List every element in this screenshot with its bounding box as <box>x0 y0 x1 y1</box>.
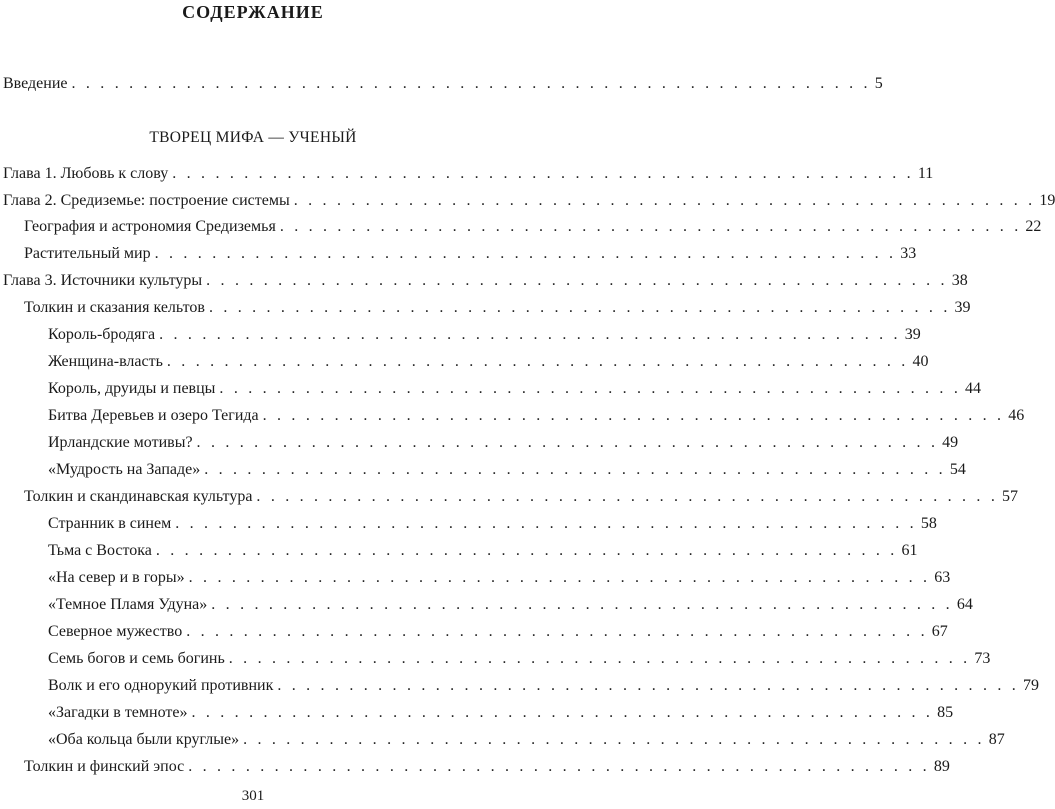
toc-entry-page: 22 <box>1025 218 1042 235</box>
toc-entry-page: 61 <box>901 542 918 559</box>
toc-entry <box>48 621 948 643</box>
toc-entry-page: 67 <box>931 623 948 640</box>
toc-entry-page: 73 <box>974 650 991 667</box>
toc-entry <box>48 432 959 454</box>
toc-entry <box>48 351 929 373</box>
toc-leader-dots: . . . . . . . . . . . . . . . . . . . . . . . . . . . . . . . . . . . . . . . . . . . . . . . . . . . . <box>277 677 1019 694</box>
toc-entry-title: «Загадки в темноте» <box>48 704 188 721</box>
toc-entry <box>48 729 1005 751</box>
toc-entry <box>24 297 971 319</box>
toc-entry-title: Введение <box>3 75 68 92</box>
section-heading: ТВОРЕЦ МИФА — УЧЕНЫЙ <box>149 129 357 146</box>
toc-entry-page: 79 <box>1022 677 1039 694</box>
toc-entry <box>48 648 991 670</box>
toc-entry-page: 63 <box>934 569 951 586</box>
toc-leader-dots: . . . . . . . . . . . . . . . . . . . . . . . . . . . . . . . . . . . . . . . . . . . . . . . . . . . . <box>172 165 914 182</box>
toc-entry-title: Глава 3. Источники культуры <box>3 272 203 289</box>
toc-entry-page: 85 <box>937 704 954 721</box>
toc-entry <box>24 216 1042 238</box>
toc-leader-dots: . . . . . . . . . . . . . . . . . . . . . . . . . . . . . . . . . . . . . . . . . . . . . . . . . . . . <box>206 272 948 289</box>
toc-entry-title: Толкин и сказания кельтов <box>24 299 205 316</box>
toc-entry-title: Толкин и финский эпос <box>24 758 185 775</box>
toc-entry <box>48 675 1039 697</box>
toc-entry-title: Толкин и скандинавская культура <box>24 488 253 505</box>
toc-entry-page: 46 <box>1008 407 1025 424</box>
toc-entry-title: Волк и его однорукий противник <box>48 677 274 694</box>
toc-leader-dots: . . . . . . . . . . . . . . . . . . . . . . . . . . . . . . . . . . . . . . . . . . . . . . . . . . . . . . . . <box>71 75 871 92</box>
toc-entry-page: 64 <box>956 596 973 613</box>
toc-entry-title: Битва Деревьев и озеро Тегида <box>48 407 259 424</box>
toc-entry <box>48 378 982 400</box>
toc-leader-dots: . . . . . . . . . . . . . . . . . . . . . . . . . . . . . . . . . . . . . . . . . . . . . . . . . . . . <box>155 542 898 559</box>
toc-entry-title: «Оба кольца были круглые» <box>48 731 240 748</box>
toc-entry-title: Семь богов и семь богинь <box>48 650 225 667</box>
toc-entry-title: «На север и в горы» <box>48 569 185 586</box>
toc-entry-page: 11 <box>917 165 934 182</box>
toc-entry-title: Король, друиды и певцы <box>48 380 216 397</box>
toc-entry <box>48 324 921 346</box>
page-title: СОДЕРЖАНИЕ <box>182 2 324 22</box>
toc-entry-title: Глава 2. Средиземье: построение системы <box>3 192 290 209</box>
toc-entry <box>3 270 968 292</box>
toc-leader-dots: . . . . . . . . . . . . . . . . . . . . . . . . . . . . . . . . . . . . . . . . . . . . . . . . . . . . <box>262 407 1005 424</box>
toc-entry-page: 38 <box>951 272 968 289</box>
toc-entry-page: 33 <box>900 245 917 262</box>
toc-leader-dots: . . . . . . . . . . . . . . . . . . . . . . . . . . . . . . . . . . . . . . . . . . . . . . . . . . . . <box>166 353 909 370</box>
toc-entry <box>48 459 966 481</box>
toc-entry <box>3 163 934 185</box>
toc-entry-page: 39 <box>954 299 971 316</box>
toc-entry-title: «Мудрость на Западе» <box>48 461 201 478</box>
toc-leader-dots: . . . . . . . . . . . . . . . . . . . . . . . . . . . . . . . . . . . . . . . . . . . . . . . . . . . . <box>188 569 931 586</box>
toc-leader-dots: . . . . . . . . . . . . . . . . . . . . . . . . . . . . . . . . . . . . . . . . . . . . . . . . . . . . <box>256 488 999 505</box>
toc-entry-page: 39 <box>904 326 921 343</box>
toc-entry-title: Северное мужество <box>48 623 183 640</box>
toc-entry-page: 89 <box>933 758 950 775</box>
toc-entry <box>48 513 937 535</box>
toc-leader-dots: . . . . . . . . . . . . . . . . . . . . . . . . . . . . . . . . . . . . . . . . . . . . . . . . . . . . <box>211 596 953 613</box>
toc-entry <box>48 567 951 589</box>
toc-entry <box>48 702 954 724</box>
toc-entry-title: Король-бродяга <box>48 326 156 343</box>
toc-entry-page: 87 <box>988 731 1005 748</box>
toc-leader-dots: . . . . . . . . . . . . . . . . . . . . . . . . . . . . . . . . . . . . . . . . . . . . . . . . . . . . <box>159 326 901 343</box>
toc-leader-dots: . . . . . . . . . . . . . . . . . . . . . . . . . . . . . . . . . . . . . . . . . . . . . . . . . . . . <box>243 731 985 748</box>
toc-entry-page: 54 <box>949 461 966 478</box>
toc-leader-dots: . . . . . . . . . . . . . . . . . . . . . . . . . . . . . . . . . . . . . . . . . . . . . . . . . . . . <box>191 704 934 721</box>
toc-leader-dots: . . . . . . . . . . . . . . . . . . . . . . . . . . . . . . . . . . . . . . . . . . . . . . . . . . . . <box>228 650 971 667</box>
toc-entry-page: 40 <box>912 353 929 370</box>
toc-leader-dots: . . . . . . . . . . . . . . . . . . . . . . . . . . . . . . . . . . . . . . . . . . . . . . . . . . . . <box>188 758 930 775</box>
toc-entry <box>48 594 973 616</box>
toc-entry-title: Странник в синем <box>48 515 172 532</box>
toc-entry-page: 44 <box>965 380 982 397</box>
toc-leader-dots: . . . . . . . . . . . . . . . . . . . . . . . . . . . . . . . . . . . . . . . . . . . . . . . . . . . . <box>208 299 951 316</box>
toc-entry-title: Тьма с Востока <box>48 542 152 559</box>
toc-entry-title: Женщина-власть <box>48 353 163 370</box>
toc-entry-page: 57 <box>1002 488 1019 505</box>
toc-entry-page: 19 <box>1039 192 1055 209</box>
toc-entry-title: Глава 1. Любовь к слову <box>3 165 169 182</box>
toc-leader-dots: . . . . . . . . . . . . . . . . . . . . . . . . . . . . . . . . . . . . . . . . . . . . . . . . . . . . <box>196 434 939 451</box>
toc-entry <box>48 405 1025 427</box>
toc-entry-title: «Темное Пламя Удуна» <box>48 596 208 613</box>
toc-entry-page: 5 <box>874 75 883 92</box>
toc-leader-dots: . . . . . . . . . . . . . . . . . . . . . . . . . . . . . . . . . . . . . . . . . . . . . . . . . . . . <box>154 245 897 262</box>
toc-entry-page: 49 <box>942 434 959 451</box>
toc-leader-dots: . . . . . . . . . . . . . . . . . . . . . . . . . . . . . . . . . . . . . . . . . . . . . . . . . . . . <box>204 461 946 478</box>
toc-entry-intro <box>3 73 883 95</box>
toc-leader-dots: . . . . . . . . . . . . . . . . . . . . . . . . . . . . . . . . . . . . . . . . . . . . . . . . . . . . <box>175 515 917 532</box>
toc-entry-title: География и астрономия Средиземья <box>24 218 276 235</box>
toc-leader-dots: . . . . . . . . . . . . . . . . . . . . . . . . . . . . . . . . . . . . . . . . . . . . . . . . . . . . <box>219 380 962 397</box>
page-number: 301 <box>241 788 265 804</box>
toc-entry-page: 58 <box>920 515 937 532</box>
toc-leader-dots: . . . . . . . . . . . . . . . . . . . . . . . . . . . . . . . . . . . . . . . . . . . . . . . . . . . . <box>279 218 1022 235</box>
toc-entry-title: Ирландские мотивы? <box>48 434 193 451</box>
toc-entry <box>24 756 950 778</box>
toc-entry <box>24 486 1019 508</box>
toc-leader-dots: . . . . . . . . . . . . . . . . . . . . . . . . . . . . . . . . . . . . . . . . . . . . . . . . . . . . <box>293 192 1036 209</box>
toc-leader-dots: . . . . . . . . . . . . . . . . . . . . . . . . . . . . . . . . . . . . . . . . . . . . . . . . . . . . <box>186 623 928 640</box>
toc-entry <box>48 540 918 562</box>
toc-entry-title: Растительный мир <box>24 245 151 262</box>
toc-entry <box>24 243 917 265</box>
toc-entry <box>3 190 1055 212</box>
